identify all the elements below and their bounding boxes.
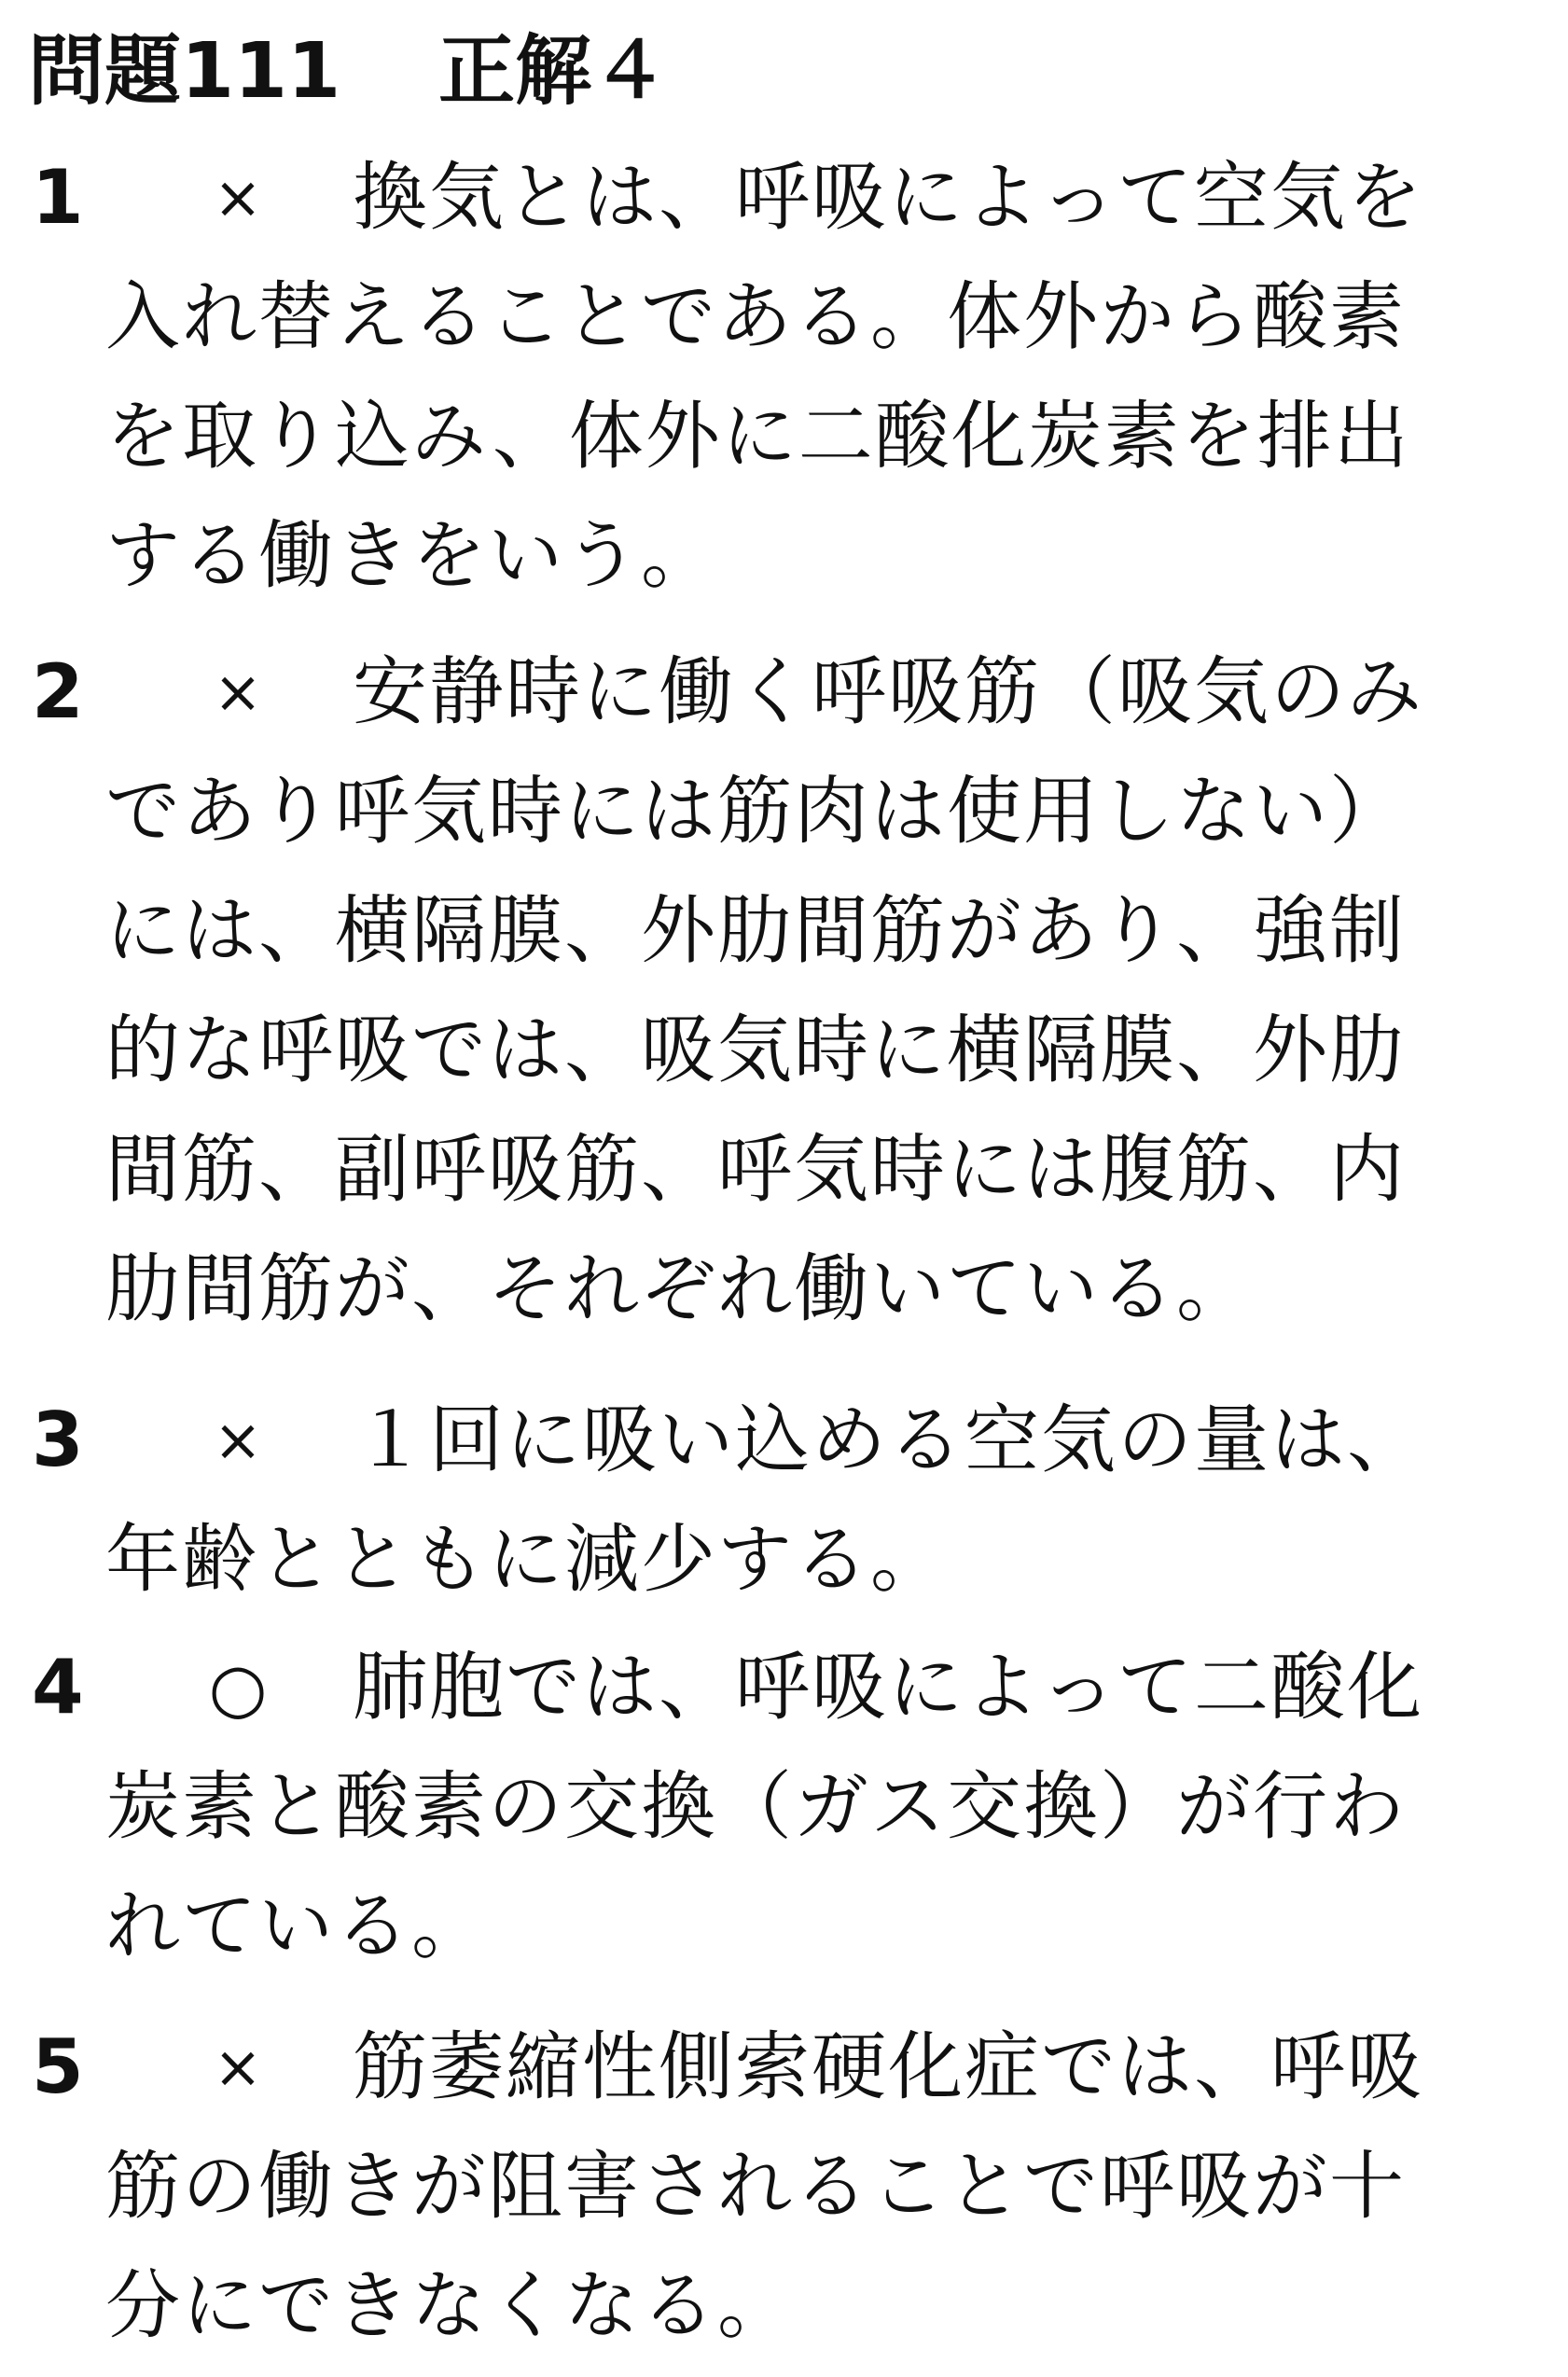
question-number: 問題111 <box>28 27 341 116</box>
option-number: 1 <box>32 154 84 241</box>
explanation-line: １回に吸い込める空気の量は、 <box>353 1397 1423 1483</box>
correct-mark: ○ <box>208 1648 268 1727</box>
incorrect-mark: × <box>214 163 262 231</box>
correct-answer: 正解４ <box>438 27 669 116</box>
explanation-line: 筋の働きが阻害されることで呼吸が十 <box>105 2143 1406 2230</box>
option-number: 4 <box>32 1644 84 1731</box>
explanation-line: 肋間筋が、それぞれ働いている。 <box>105 1245 1253 1332</box>
explanation-line: 肺胞では、呼吸によって二酸化 <box>353 1644 1423 1731</box>
option-number: 5 <box>32 2023 84 2110</box>
incorrect-mark: × <box>214 658 262 726</box>
incorrect-mark: × <box>214 1406 262 1474</box>
incorrect-mark: × <box>214 2033 262 2101</box>
explanation-line: 筋萎縮性側索硬化症では、呼吸 <box>353 2023 1423 2110</box>
option-number: 2 <box>32 648 84 735</box>
explanation-line: 炭素と酸素の交換（ガス交換）が行わ <box>105 1763 1406 1850</box>
explanation-line: 安静時に働く呼吸筋（吸気のみ <box>353 648 1423 735</box>
explanation-line: には、横隔膜、外肋間筋があり、強制 <box>105 887 1406 974</box>
explanation-line: を取り込み、体外に二酸化炭素を排出 <box>105 393 1410 480</box>
page-title <box>28 21 668 123</box>
explanation-line: であり呼気時には筋肉は使用しない） <box>105 768 1406 855</box>
explanation-line: 年齢とともに減少する。 <box>105 1516 947 1603</box>
explanation-line: れている。 <box>105 1883 488 1969</box>
explanation-line: 的な呼吸では、吸気時に横隔膜、外肋 <box>105 1007 1406 1093</box>
explanation-line: する働きをいう。 <box>105 512 717 599</box>
explanation-line: 分にできなくなる。 <box>105 2262 794 2349</box>
explanation-line: 入れ替えることである。体外から酸素 <box>105 273 1406 360</box>
explanation-line: 間筋、副呼吸筋、呼気時には腹筋、内 <box>105 1126 1406 1213</box>
explanation-line: 換気とは、呼吸によって空気を <box>353 154 1423 241</box>
option-number: 3 <box>32 1397 84 1483</box>
